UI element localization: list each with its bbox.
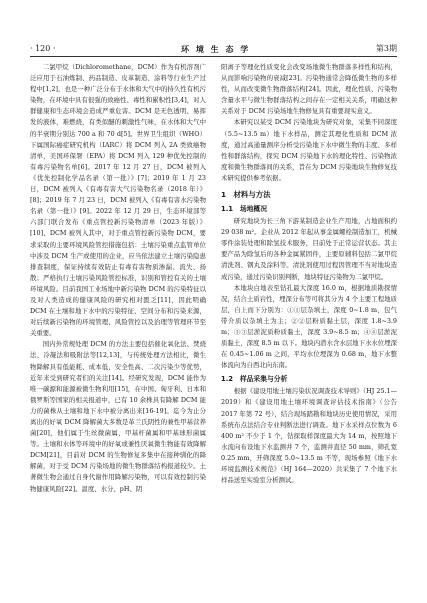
section-heading: 1 材料与方法 [221,190,271,200]
paragraph: 二氯甲烷（Dichloromethane，DCM）作为有机溶剂广泛应用于石油炼制、药品制造、皮革制造、涂料等行业生产过程中[1,2]，也是一种广泛分布于水体和大气中的持久性有机污染物，在环境中具有很强的致癌性、毒性和累积性[3,4]，对人群健康和生态环境会造成严重危害。DCM 是无色透明、易挥发的液体，难燃烧，有类似醚的刺激性气味，在水体和大气中的半衰期分别达 700 a 和 70 d[5]。世界卫生组织（WHO）下属国际癌症研究机构（IARC）将 DCM 列入 2A 类致癌物清单，美国环保署（EPA）将 DCM 列入 129 种优先控制的有毒污染物名单[6]。2017 年 12 月 27 日，DCM 被列入《优先控制化学品名录（第一批）》[7]；2019 年 1 月 23 日，DCM 被列入《有毒有害大气污染物名录（2018 年）》[8]；2019 年 7 月 23 日，DCM 被列入《有毒有害水污染物名录（第一批）》[9]。2022 年 12 月 29 日，生态环境部等六部门联合发布《重点管控新污染物清单（2023 年版）》[10]，DCM 被列入其中，对于重点管控新污染物 DCM，要求采取的主要环境风险管控措施包括：土壤污染重点监管单位中涉及 DCM 生产或使用的企业，应当依法建立土壤污染隐患排查制度，保证持续有效防止有毒有害物质渗漏、流失、扬散；严格执行土壤污染风险管控标准，识别和管控有关的土壤环境风险。目前我国工业场地中新污染物 DCM 的污染特征以及对人类造成的健康风险的研究相对匮乏[11]，因此明确 DCM 在土壤和地下水中的污染特征、空间分布和污染来源，对后续新污染物的环境管理、风险管控以及治理等管理环节至关重要。 [30,63,206,338]
paragraph: 阳离子等理化性质变化会改变场地微生物群落多样性和结构，从而影响污染物的衰减[23]。污染物通常会降低微生物的多样性，从而改变微生物群落结构[24]。因此，理化性质、污染物含量水平与微生物群落结构之间存在一定相关关系，明确这种关系对于 DCM 污染场地生物修复具有重要现实意义。 [221,63,397,116]
subsection-heading: 1.1 场地概况 [221,205,268,214]
paragraph: 国内外常规处理 DCM 的方法主要包括催化氧化法、焚烧法、冷凝法和吸附法等[12,13]，与传统处理方法相比，微生物降解具有低能耗、成本低、安全性高、二次污染少等优势，近年来受到研究者们的关注[14]。经研究发现，DCM 能作为唯一碳源和能源被微生物利用[15]，在中国、匈牙利、日本和俄罗斯等国家的相关报道中，已有 10 余株具有降解 DCM 能力的菌株从土壤和地下水中被分离出来[16-19]。迄今为止分离出的好氧 DCM 降解菌大多数是革兰氏阴性的兼性甲基营养菌[20]，他们属于生丝微菌属、甲基杆菌属和甲基球形菌属等。土壤和水体等环境中的好氧或兼性厌氧微生物能有效降解 DCM[21]，目前对 DCM 的生物修复多集中在接种驯化的降解菌，对于受 DCM 污染场地的微生物群落结构报道较少。土著微生物会通过自身代谢作用降解污染物，可以有效控制污染物健康风险[22]。温度、水分、pH、阴 [30,340,206,493]
paragraph: 研究地块为长三角下游某制造企业生产用地，占地面积约 29 038 m²。企业从 2012 年起从事金属螺栓制造加工，机械零件涂装处理和除氢技术服务，目前处于正常运营状态。其主要产品为除氢后的各种金属紧固件，主要原辅料包括二氯甲烷清洗剂、钢丸及涂料等。清洗剂使用过程因管理不当对地块造成污染，通过污染识别判断，地块特征污染物为二氯甲烷。 [221,217,397,281]
paragraph: 本研究以某受 DCM 污染地块为研究对象，采集不同深度（5.5~13.5 m）地下水样品，测定其理化性质和 DCM 浓度，通过高通量测序分析受污染地下水中微生物的丰度、多样性和群落结构，探究 DCM 污染地下水的理化特性、污染物浓度和微生物群落间的关系，旨在为 DCM 污染地块生物修复技术研究提供参考依据。 [221,118,397,182]
journal-title: 环 境 生 态 学 [181,44,251,54]
page-header [30,40,397,54]
right-column [221,62,397,486]
paragraph: 本地块白地表至钻孔最大深度 16.0 m，根据地质勘探情况，结合土质岩性，埋深分布等可将其分为 4 个主要工程地质层，自上而下分别为：①①层杂填土，深度 0~1.8 m，包气带介质以杂填土为主；②②层粉质黏土层，深度 1.8~3.9 m；③③层淤泥质粉质黏土，深度 3.9~8.5 m；④④层淤泥质黏土，深度 8.5 m 以下。地块内潜水含水层地下水水位埋深在 0.45~1.06 m 之间，平均水位埋深为 0.68 m，地下水整体流向为自西北向东南。 [221,283,397,370]
issue-number: 第3期 [375,44,397,53]
subsection-heading: 1.2 样品采集与分析 [221,375,288,384]
header-rule [30,56,397,57]
left-column [30,62,206,495]
paragraph: 根据《建设用地土壤污染状况调查技术导则》（HJ 25.1—2019）和《建设用地土壤环境调查评估技术指南》（公告 2017 年第 72 号），结合现场踏勘和地块历史使用情况，采用系统布点法结合专业判断法进行调查。地下水采样点位数为 6 400 m² 不少于 1 个，钻探取样深度最大为 14 m，按照地下水流向布设地下水监测井 7 个，监测井直径 50 mm，筛孔宽 0.25 mm，开筛深度 5.0~13.5 m 不等，现场参照《地下水环境监测技术规范》（HJ 164—2020）共采集了 7 个地下水样品送至实验室分析测试。 [221,387,397,485]
page-number: · 120 · [30,44,56,53]
